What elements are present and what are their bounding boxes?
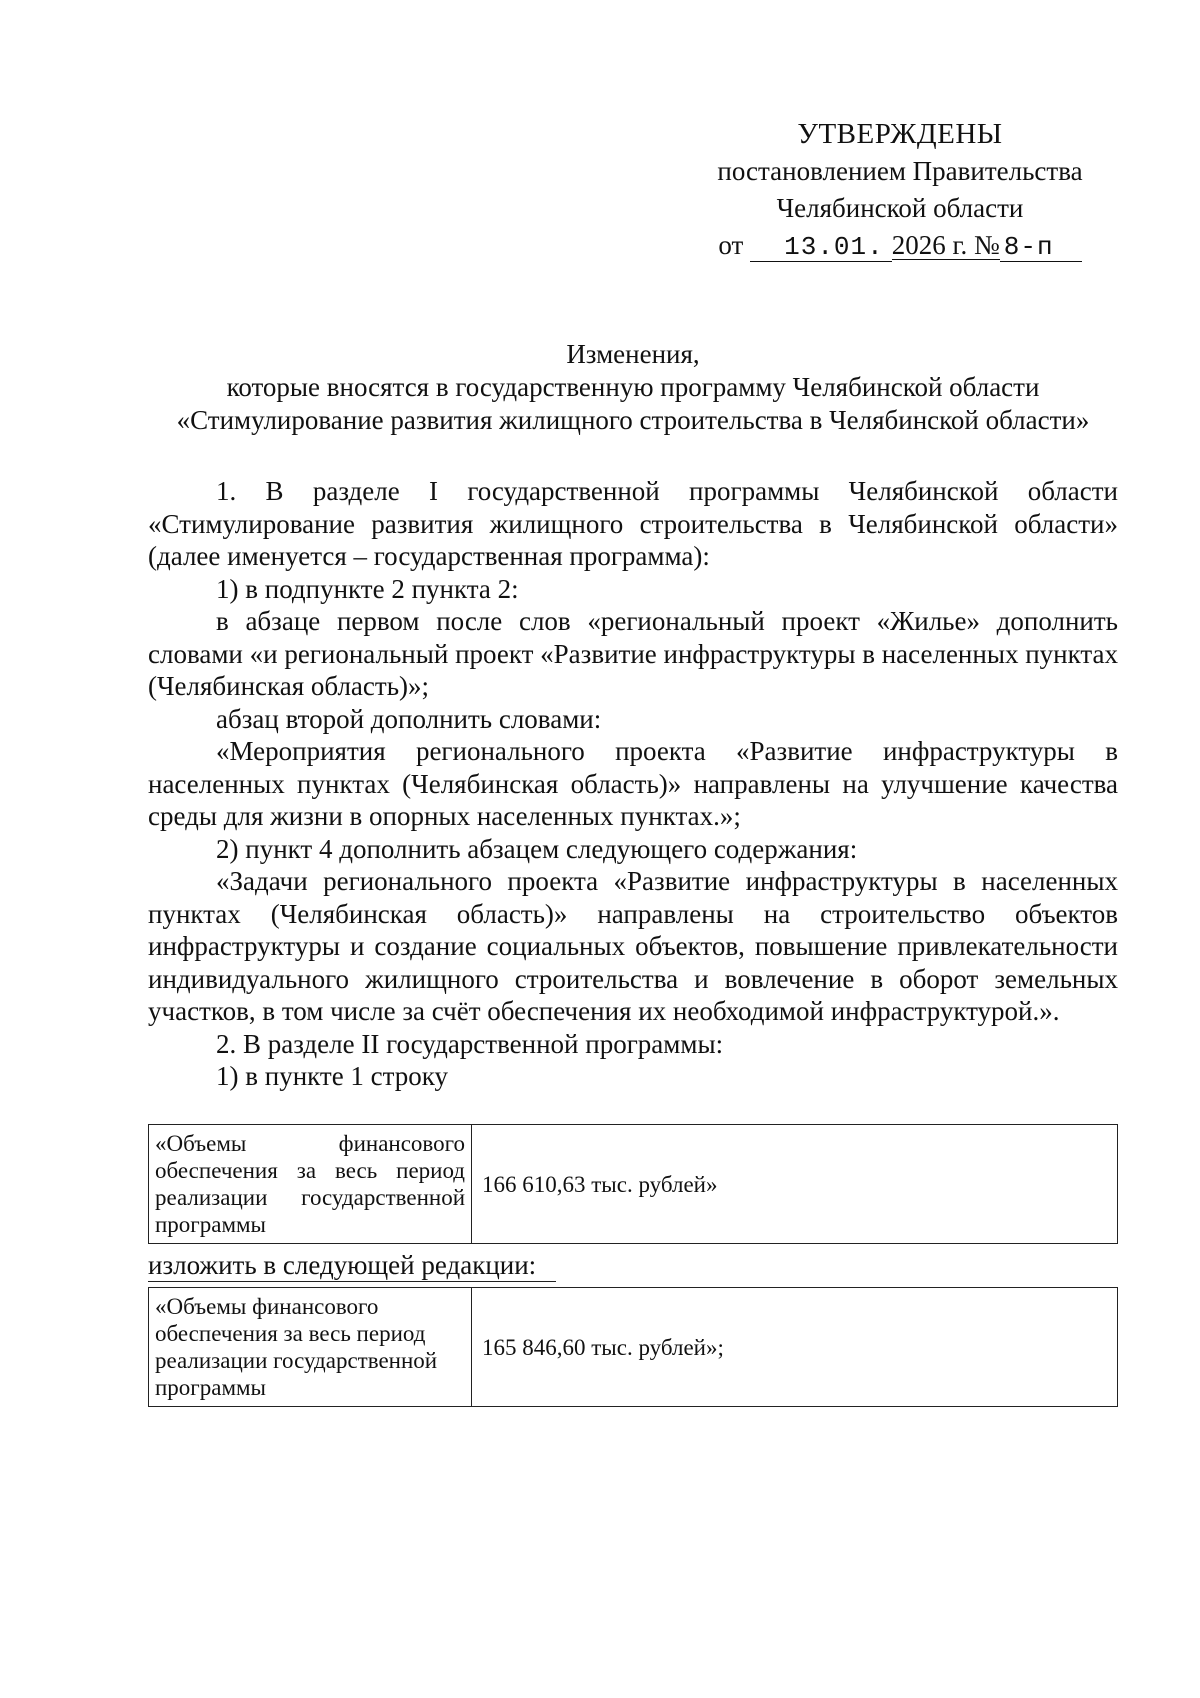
date-prefix: от	[718, 230, 744, 260]
approval-heading: УТВЕРЖДЕНЫ	[797, 118, 1003, 150]
table-row	[149, 1288, 1118, 1407]
old-financing-value: 166 610,63 тыс. рублей»	[472, 1125, 1118, 1244]
old-financing-table	[148, 1124, 1118, 1244]
year-text: 2026 г. №	[891, 230, 1000, 260]
new-financing-table	[148, 1287, 1118, 1407]
table-row	[149, 1125, 1118, 1244]
paragraph-7: «Задачи регионального проекта «Развитие инфраструктуры в населенных пунктах (Челябинская область)» направлены на строительство объектов инфраструктуры и создание социальных объектов, повышение привлекательности индивидуального жилищного строительства и вовлечение в оборот земельных участков, в том числе за счёт обеспечения их необходимой инфраструктурой.».	[148, 866, 1118, 1026]
paragraph-6: 2) пункт 4 дополнить абзацем следующего содержания:	[216, 833, 858, 864]
approval-line-1: постановлением Правительства	[717, 156, 1083, 186]
title-line-3: «Стимулирование развития жилищного строительства в Челябинской области»	[176, 405, 1090, 435]
document-number: 8-п	[1000, 233, 1082, 262]
title-line-1: Изменения,	[566, 339, 700, 369]
approval-date-line	[690, 227, 1110, 264]
paragraph-5: «Мероприятия регионального проекта «Развитие инфраструктуры в населенных пунктах (Челябинская область)» направлены на улучшение качества среды для жизни в опорных населенных пунктах.»;	[148, 736, 1118, 831]
replacement-instruction: изложить в следующей редакции:	[148, 1249, 556, 1282]
approval-stamp-block	[690, 116, 1110, 264]
document-title	[148, 338, 1118, 437]
document-body	[148, 475, 1118, 1093]
paragraph-9: 1) в пункте 1 строку	[216, 1061, 449, 1091]
date-value: 13.01.	[750, 233, 892, 262]
new-financing-value: 165 846,60 тыс. рублей»;	[472, 1288, 1118, 1407]
paragraph-2: 1) в подпункте 2 пункта 2:	[216, 573, 519, 604]
old-financing-label: «Объемы финансового обеспечения за весь период реализации государственной программы	[149, 1125, 472, 1244]
paragraph-1: 1. В разделе I государственной программы Челябинской области «Стимулирование развития жилищного строительства в Челябинской области» (далее именуется – государственная программа):	[148, 476, 1118, 571]
paragraph-4: абзац второй дополнить словами:	[216, 703, 602, 734]
approval-line-2: Челябинской области	[776, 193, 1024, 223]
new-financing-label: «Объемы финансового обеспечения за весь период реализации государственной программы	[149, 1288, 472, 1407]
paragraph-3: в абзаце первом после слов «региональный проект «Жилье» дополнить словами «и региональный проект «Развитие инфраструктуры в населенных пунктах (Челябинская область)»;	[148, 606, 1118, 701]
title-line-2: которые вносятся в государственную программу Челябинской области	[226, 372, 1040, 402]
paragraph-8: 2. В разделе II государственной программы:	[216, 1028, 724, 1059]
